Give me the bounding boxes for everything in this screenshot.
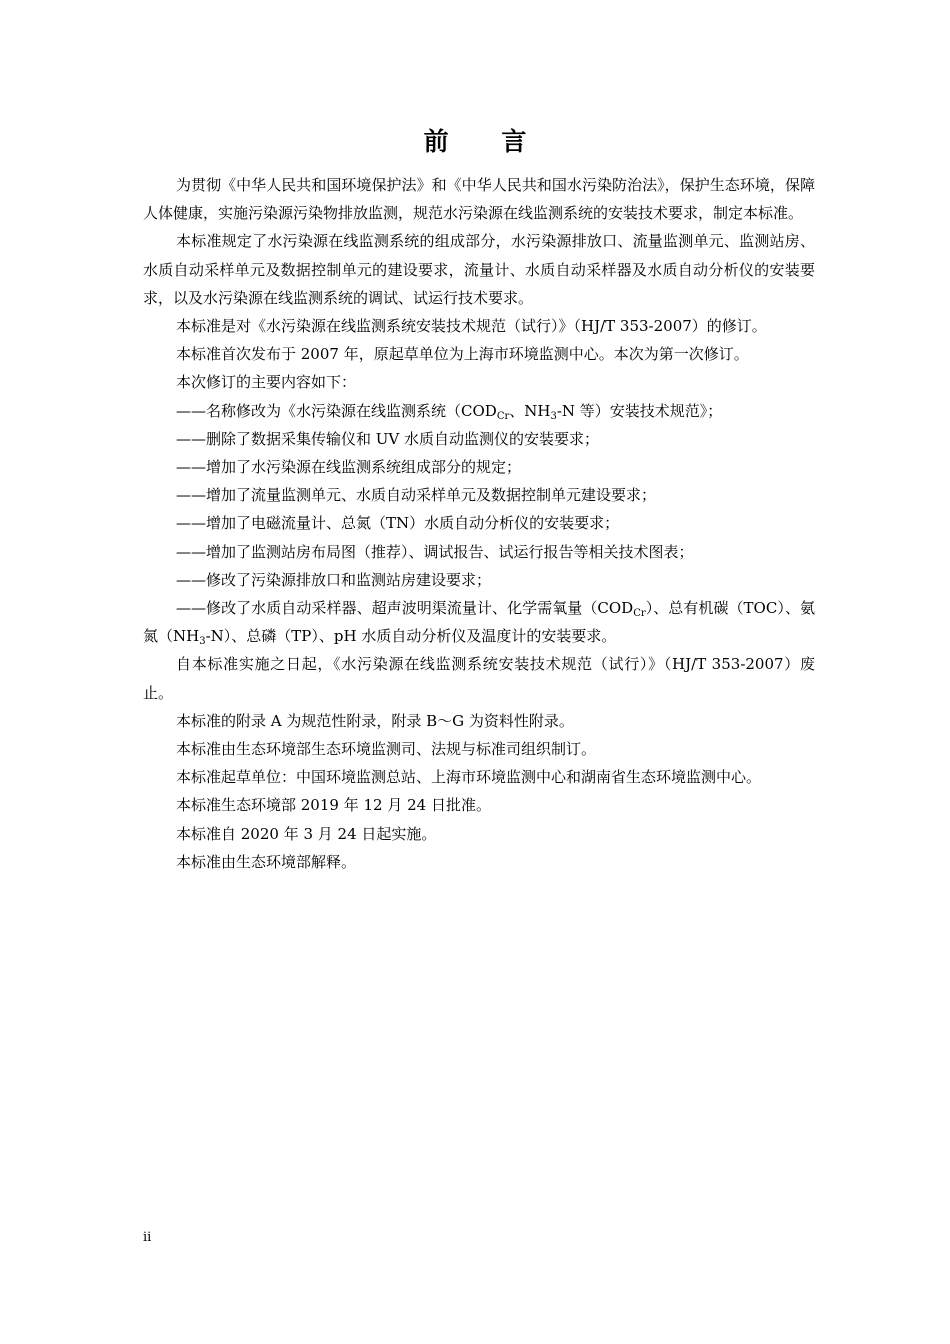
paragraph-repeal: 自本标准实施之日起，《水污染源在线监测系统安装技术规范（试行）》（HJ/T 353-2007）废止。 <box>143 655 815 702</box>
subscript-cr: Cr <box>496 410 510 422</box>
change-item-analyzers <box>143 594 815 650</box>
change-item-outlet: ——修改了污染源排放口和监测站房建设要求； <box>176 570 492 589</box>
foreword-body <box>143 171 815 876</box>
paragraph-effective: 本标准自 2020 年 3 月 24 日起实施。 <box>176 824 437 843</box>
page-number: ii <box>143 1230 152 1245</box>
paragraph-interpretation: 本标准由生态环境部解释。 <box>176 852 357 871</box>
paragraph-changes-intro: 本次修订的主要内容如下： <box>176 373 357 392</box>
change-item-analyzers-text-2: ）、总有机碳（TOC）、氨氮（NH <box>143 599 815 646</box>
paragraph-appendix: 本标准的附录 A 为规范性附录，附录 B～G 为资料性附录。 <box>176 711 574 730</box>
change-item-flowmeter: ——增加了电磁流量计、总氮（TN）水质自动分析仪的安装要求； <box>176 514 620 533</box>
paragraph-scope: 本标准规定了水污染源在线监测系统的组成部分，水污染源排放口、流量监测单元、监测站房、水质自动采样单元及数据控制单元的建设要求，流量计、水质自动采样器及水质自动分析仪的安装要求，以及水污染源在线监测系统的调试、试运行技术要求。 <box>143 232 815 307</box>
change-item-removed: ——删除了数据采集传输仪和 UV 水质自动监测仪的安装要求； <box>176 429 600 448</box>
change-item-analyzers-text: ——修改了水质自动采样器、超声波明渠流量计、化学需氧量（COD <box>176 599 634 618</box>
subscript-3: 3 <box>550 410 557 422</box>
paragraph-history: 本标准首次发布于 2007 年，原起草单位为上海市环境监测中心。本次为第一次修订。 <box>176 345 749 364</box>
paragraph-purpose: 为贯彻《中华人民共和国环境保护法》和《中华人民共和国水污染防治法》，保护生态环境，保障人体健康，实施污染源污染物排放监测，规范水污染源在线监测系统的安装技术要求，制定本标准。 <box>143 176 815 223</box>
paragraph-organizer: 本标准由生态环境部生态环境监测司、法规与标准司组织制订。 <box>176 740 597 759</box>
change-item-analyzers-text-3: -N）、总磷（TP）、pH 水质自动分析仪及温度计的安装要求。 <box>205 627 617 646</box>
subscript-3: 3 <box>199 636 206 648</box>
change-item-name <box>143 397 815 425</box>
change-item-components: ——增加了水污染源在线监测系统组成部分的规定； <box>176 458 522 477</box>
paragraph-drafters: 本标准起草单位：中国环境监测总站、上海市环境监测中心和湖南省生态环境监测中心。 <box>176 768 762 787</box>
change-item-name-text-2: 、NH <box>509 401 551 420</box>
change-item-name-text: ——名称修改为《水污染源在线监测系统（COD <box>176 401 497 420</box>
change-item-name-text-3: -N 等）安装技术规范》； <box>556 401 723 420</box>
change-item-units: ——增加了流量监测单元、水质自动采样单元及数据控制单元建设要求； <box>176 486 657 505</box>
paragraph-approval: 本标准生态环境部 2019 年 12 月 24 日批准。 <box>176 796 491 815</box>
page-title: 前 言 <box>423 127 549 156</box>
paragraph-revision-of: 本标准是对《水污染源在线监测系统安装技术规范（试行）》（HJ/T 353-2007）的修订。 <box>176 317 767 336</box>
change-item-layout: ——增加了监测站房布局图（推荐）、调试报告、试运行报告等相关技术图表； <box>176 542 694 561</box>
subscript-cr: Cr <box>633 608 646 620</box>
